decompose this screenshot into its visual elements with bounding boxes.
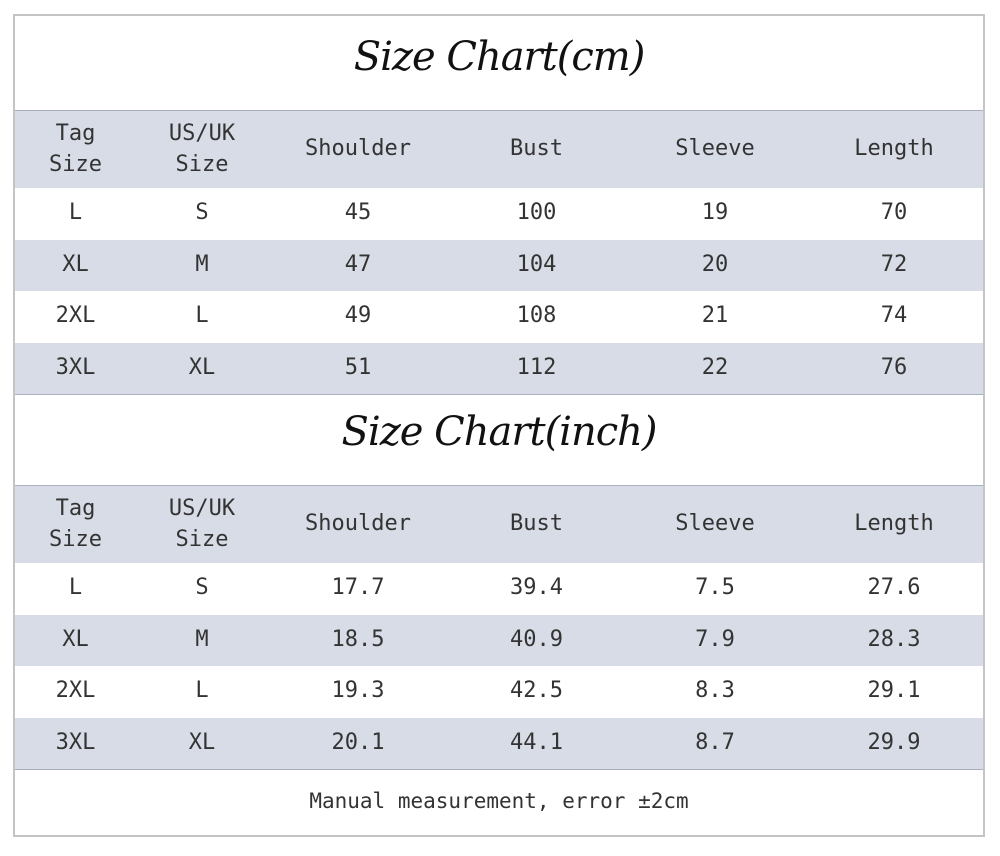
inch-size-table (15, 486, 983, 769)
table-row (15, 718, 983, 770)
cell-tag-size: 3XL (55, 729, 96, 755)
cell-length: 70 (880, 200, 908, 226)
cell-us-uk-size: XL (188, 354, 216, 380)
table-row (15, 188, 983, 240)
cm-size-table (15, 111, 983, 394)
size-chart-frame (13, 14, 985, 837)
table-row (15, 666, 983, 718)
cell-bust: 108 (516, 303, 557, 329)
cell-sleeve: 7.9 (695, 626, 735, 652)
header-tag-size: Tag Size (49, 495, 102, 552)
cell-length: 29.1 (867, 678, 921, 704)
cell-length: 27.6 (867, 575, 921, 601)
header-length: Length (854, 136, 934, 162)
cell-length: 28.3 (867, 626, 921, 652)
table-row (15, 291, 983, 343)
cell-bust: 42.5 (510, 678, 563, 704)
cell-shoulder: 18.5 (331, 626, 385, 652)
cell-bust: 100 (516, 200, 557, 226)
header-shoulder: Shoulder (305, 511, 411, 537)
header-sleeve: Sleeve (675, 511, 755, 537)
cell-us-uk-size: L (195, 303, 209, 329)
measurement-note: Manual measurement, error ±2cm (309, 789, 689, 813)
table-row (15, 343, 983, 395)
cell-tag-size: XL (62, 626, 89, 652)
cell-shoulder: 45 (344, 200, 372, 226)
cell-length: 72 (880, 251, 908, 277)
cell-sleeve: 21 (701, 303, 729, 329)
header-length: Length (854, 511, 934, 537)
cell-shoulder: 20.1 (331, 729, 385, 755)
cell-us-uk-size: XL (188, 729, 216, 755)
inch-chart-title: Size Chart(inch) (341, 409, 657, 455)
cell-shoulder: 47 (344, 251, 372, 277)
cell-shoulder: 49 (344, 303, 372, 329)
cell-sleeve: 22 (701, 354, 729, 380)
table-header-row (15, 486, 983, 563)
cell-bust: 40.9 (510, 626, 563, 652)
cell-us-uk-size: L (195, 678, 209, 704)
cell-tag-size: XL (62, 251, 89, 277)
cell-shoulder: 19.3 (331, 678, 385, 704)
header-sleeve: Sleeve (675, 136, 755, 162)
table-row (15, 615, 983, 667)
cell-tag-size: L (68, 200, 83, 226)
cell-sleeve: 7.5 (695, 575, 735, 601)
cell-bust: 104 (516, 251, 557, 277)
cell-shoulder: 51 (344, 354, 372, 380)
cm-chart-title: Size Chart(cm) (353, 34, 645, 80)
cell-us-uk-size: S (195, 575, 209, 601)
header-us-uk-size: US/UK Size (168, 120, 236, 177)
header-bust: Bust (510, 511, 563, 537)
header-shoulder: Shoulder (305, 136, 411, 162)
cell-tag-size: 2XL (55, 678, 96, 704)
header-bust: Bust (510, 136, 563, 162)
divider (15, 394, 983, 395)
cell-bust: 44.1 (510, 729, 563, 755)
cell-length: 76 (880, 354, 908, 380)
cell-bust: 39.4 (510, 575, 563, 601)
cell-us-uk-size: M (195, 251, 209, 277)
table-row (15, 240, 983, 292)
cell-us-uk-size: S (195, 200, 209, 226)
cell-sleeve: 20 (701, 251, 729, 277)
cell-tag-size: 2XL (55, 303, 96, 329)
divider (15, 769, 983, 770)
cell-length: 74 (880, 303, 908, 329)
header-us-uk-size: US/UK Size (168, 495, 236, 552)
header-tag-size: Tag Size (49, 120, 102, 177)
cell-us-uk-size: M (195, 626, 209, 652)
cell-shoulder: 17.7 (331, 575, 385, 601)
table-row (15, 563, 983, 615)
cell-length: 29.9 (867, 729, 921, 755)
table-header-row (15, 111, 983, 188)
cell-sleeve: 8.7 (695, 729, 735, 755)
cell-tag-size: L (68, 575, 83, 601)
cell-bust: 112 (516, 354, 557, 380)
cell-tag-size: 3XL (55, 354, 96, 380)
cell-sleeve: 19 (701, 200, 729, 226)
cell-sleeve: 8.3 (695, 678, 735, 704)
